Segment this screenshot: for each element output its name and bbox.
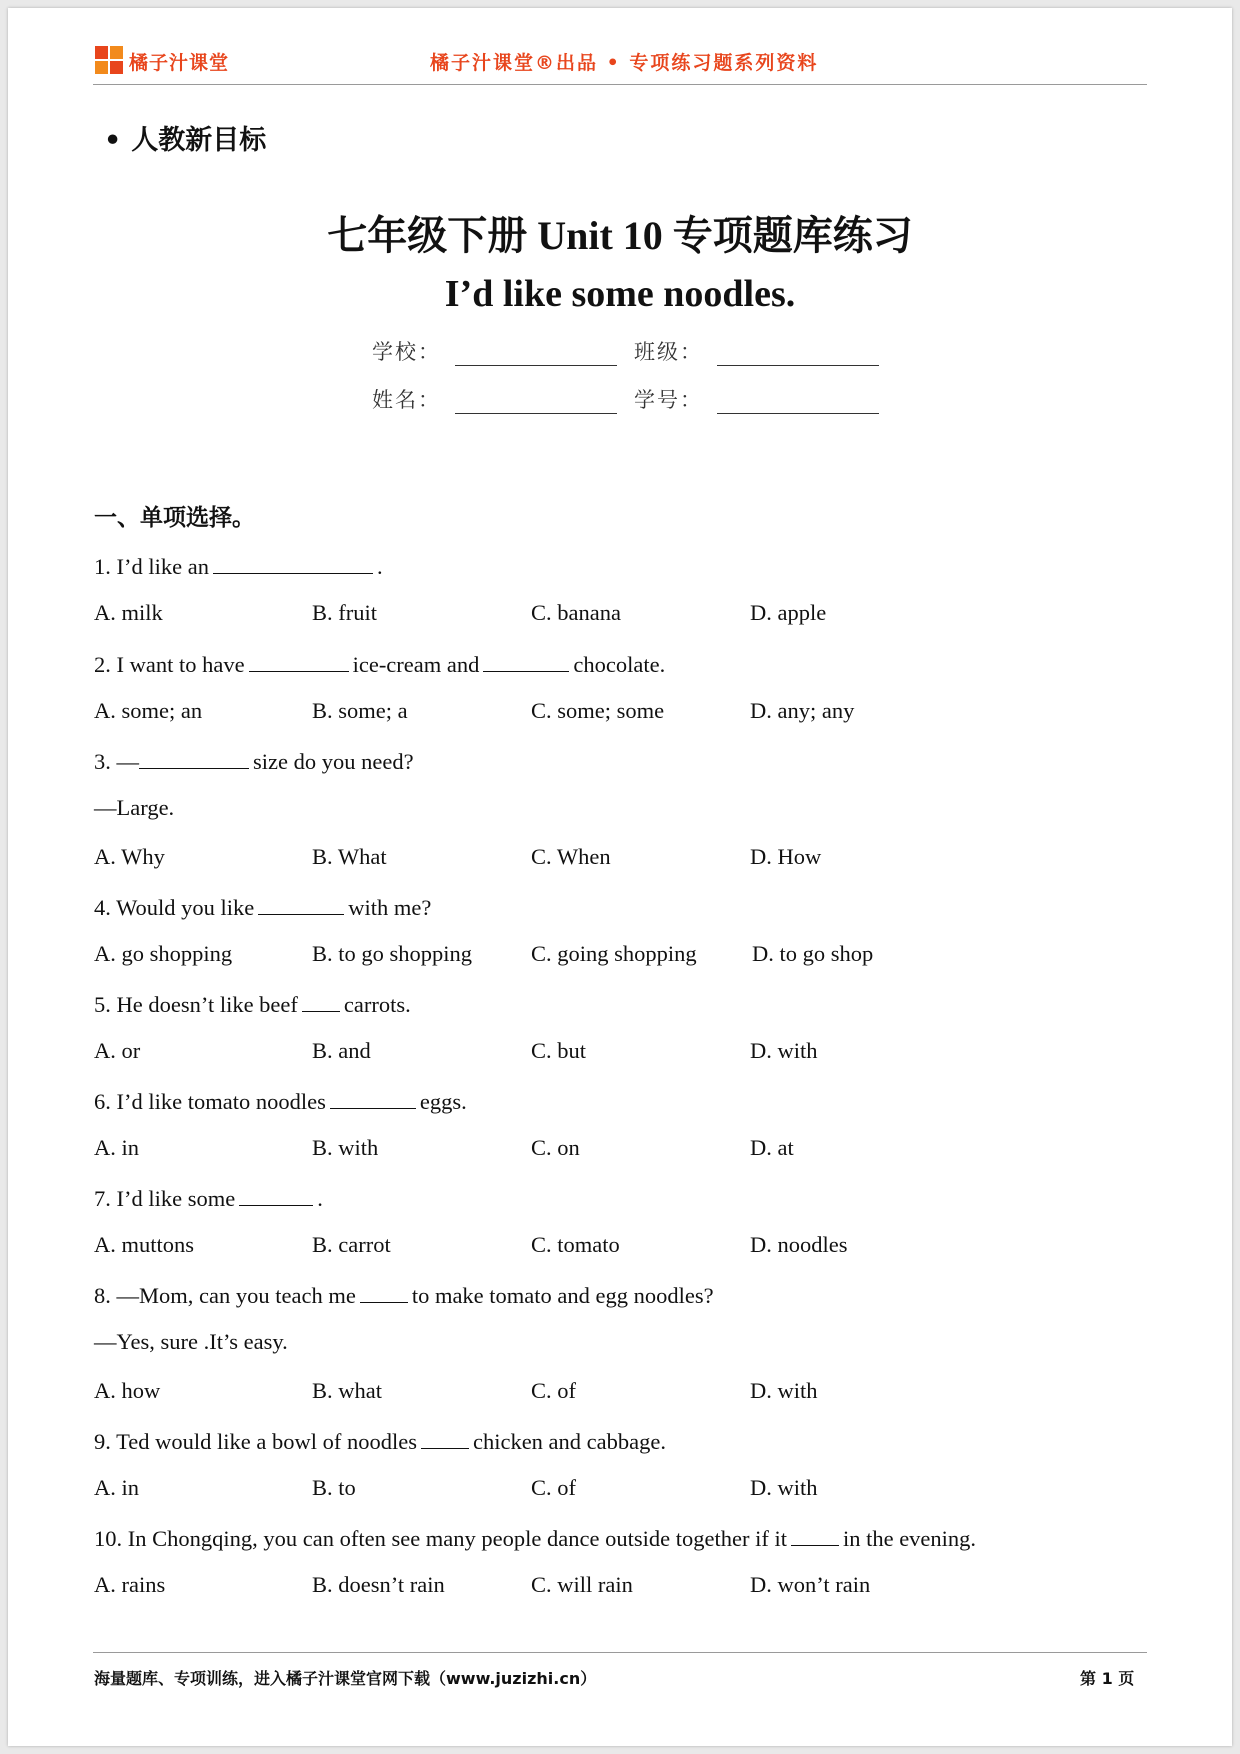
option-b[interactable]: B. with	[312, 1135, 379, 1160]
option-b[interactable]: B. What	[312, 844, 387, 869]
header-title: 橘子汁课堂®出品 • 专项练习题系列资料	[430, 52, 819, 74]
option-a[interactable]: A. in	[94, 1475, 139, 1500]
brand-logo	[95, 46, 229, 76]
question-3-stem: 3. — size do you need?	[94, 746, 414, 775]
edition-label: • 人教新目标	[104, 125, 267, 156]
question-8-reply: —Yes, sure .It’s easy.	[94, 1329, 288, 1354]
footer-divider	[93, 1652, 1147, 1653]
option-c[interactable]: C. some; some	[531, 698, 665, 723]
option-a[interactable]: A. in	[94, 1135, 139, 1160]
question-6-stem: 6. I’d like tomato noodles eggs.	[94, 1086, 467, 1115]
question-7-stem: 7. I’d like some .	[94, 1183, 323, 1212]
option-d[interactable]: D. with	[750, 1378, 818, 1403]
option-c[interactable]: C. will rain	[531, 1572, 633, 1597]
option-a[interactable]: A. milk	[94, 600, 163, 625]
document-page	[8, 8, 1232, 1746]
page-title: 七年级下册 Unit 10 专项题库练习	[327, 213, 913, 258]
answer-blank[interactable]	[213, 551, 373, 574]
option-d[interactable]: D. any; any	[750, 698, 855, 723]
option-b[interactable]: B. what	[312, 1378, 382, 1403]
question-8-stem: 8. —Mom, can you teach me to make tomato and egg noodles?	[94, 1280, 714, 1309]
info-row-2	[372, 384, 896, 414]
page-number: 第 1 页	[1080, 1669, 1135, 1688]
option-a[interactable]: A. how	[94, 1378, 161, 1403]
bullet-icon: •	[104, 125, 122, 156]
answer-blank[interactable]	[791, 1523, 839, 1546]
question-3-reply: —Large.	[94, 795, 175, 820]
answer-blank[interactable]	[249, 649, 349, 672]
number-field[interactable]	[634, 384, 896, 414]
option-a[interactable]: A. or	[94, 1038, 141, 1063]
option-b[interactable]: B. to go shopping	[312, 941, 473, 966]
option-c[interactable]: C. tomato	[531, 1232, 620, 1257]
option-a[interactable]: A. rains	[94, 1572, 166, 1597]
answer-blank[interactable]	[258, 892, 344, 915]
option-a[interactable]: A. muttons	[94, 1232, 195, 1257]
option-b[interactable]: B. some; a	[312, 698, 408, 723]
option-d[interactable]: D. to go shop	[752, 941, 874, 966]
option-d[interactable]: D. won’t rain	[750, 1572, 871, 1597]
class-field[interactable]	[634, 336, 896, 366]
name-field[interactable]	[372, 384, 634, 414]
option-b[interactable]: B. to	[312, 1475, 356, 1500]
option-c[interactable]: C. but	[531, 1038, 587, 1063]
option-d[interactable]: D. noodles	[750, 1232, 848, 1257]
option-d[interactable]: D. How	[750, 844, 822, 869]
question-9-stem: 9. Ted would like a bowl of noodles chicken and cabbage.	[94, 1426, 666, 1455]
question-5-stem: 5. He doesn’t like beef carrots.	[94, 989, 411, 1018]
answer-blank[interactable]	[239, 1183, 313, 1206]
question-4-stem: 4. Would you like with me?	[94, 892, 431, 921]
option-b[interactable]: B. doesn’t rain	[312, 1572, 445, 1597]
info-row-1	[372, 336, 896, 366]
question-2-stem: 2. I want to have ice-cream and chocolate.	[94, 649, 665, 678]
logo-icon	[95, 46, 123, 76]
name-label: 姓名：	[372, 388, 441, 412]
answer-blank[interactable]	[360, 1280, 408, 1303]
answer-blank[interactable]	[139, 746, 249, 769]
option-c[interactable]: C. of	[531, 1475, 576, 1500]
question-10-stem: 10. In Chongqing, you can often see many people dance outside together if it in the evening.	[94, 1523, 976, 1552]
answer-blank[interactable]	[421, 1426, 469, 1449]
number-blank[interactable]	[717, 391, 879, 414]
number-label: 学号：	[634, 388, 703, 412]
option-b[interactable]: B. and	[312, 1038, 371, 1063]
logo-text: 橘子汁课堂	[129, 51, 230, 74]
option-b[interactable]: B. fruit	[312, 600, 377, 625]
option-d[interactable]: D. apple	[750, 600, 827, 625]
option-a[interactable]: A. Why	[94, 844, 165, 869]
name-blank[interactable]	[455, 391, 617, 414]
option-c[interactable]: C. going shopping	[531, 941, 697, 966]
option-c[interactable]: C. of	[531, 1378, 576, 1403]
page-subtitle: I’d like some noodles.	[444, 273, 796, 315]
answer-blank[interactable]	[302, 989, 340, 1012]
option-a[interactable]: A. go shopping	[94, 941, 233, 966]
option-c[interactable]: C. on	[531, 1135, 580, 1160]
option-d[interactable]: D. at	[750, 1135, 794, 1160]
class-blank[interactable]	[717, 343, 879, 366]
school-label: 学校：	[372, 340, 441, 364]
footer-note: 海量题库、专项训练，进入橘子汁课堂官网下载（www.juzizhi.cn）	[94, 1669, 597, 1688]
header-divider	[93, 84, 1147, 85]
school-field[interactable]	[372, 336, 634, 366]
option-d[interactable]: D. with	[750, 1038, 818, 1063]
question-1-stem: 1. I’d like an .	[94, 551, 383, 580]
option-c[interactable]: C. banana	[531, 600, 621, 625]
class-label: 班级：	[634, 340, 703, 364]
option-b[interactable]: B. carrot	[312, 1232, 391, 1257]
option-a[interactable]: A. some; an	[94, 698, 203, 723]
answer-blank[interactable]	[330, 1086, 416, 1109]
school-blank[interactable]	[455, 343, 617, 366]
answer-blank[interactable]	[483, 649, 569, 672]
option-d[interactable]: D. with	[750, 1475, 818, 1500]
option-c[interactable]: C. When	[531, 844, 611, 869]
section-title: 一、单项选择。	[94, 505, 255, 530]
